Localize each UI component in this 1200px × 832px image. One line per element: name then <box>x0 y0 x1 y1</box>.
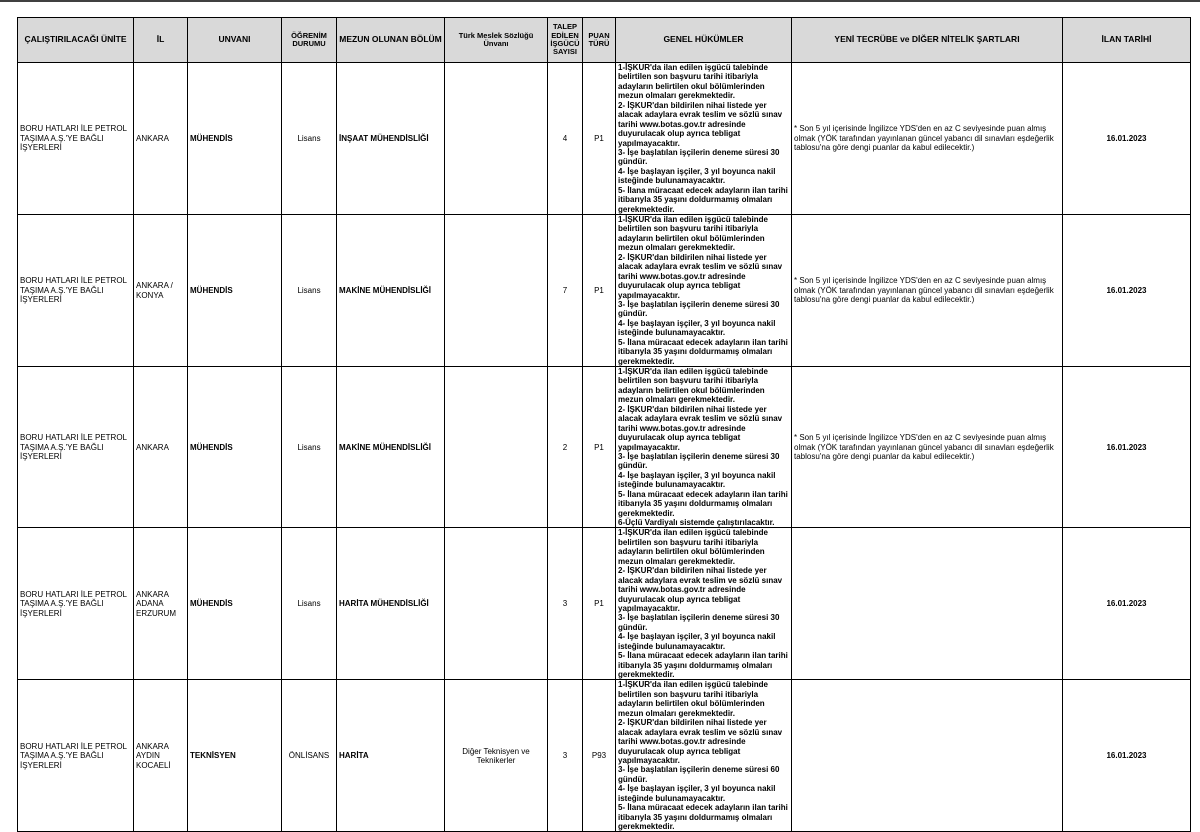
table-row <box>18 215 1191 367</box>
table-body <box>18 63 1191 832</box>
cell-ilan: 16.01.2023 <box>1063 367 1191 528</box>
cell-ogrenim: Lisans <box>282 367 337 528</box>
table-header <box>18 18 1191 63</box>
cell-genel <box>616 528 792 680</box>
rule-line: 1-İŞKUR'da ilan edilen işgücü talebinde belirtilen son başvuru tarihi itibariyla adayların belirtilen okul bölümlerinden mezun olmaları gerekmektedir. <box>618 215 768 253</box>
cell-puan: P1 <box>583 367 616 528</box>
cell-genel <box>616 680 792 832</box>
cell-meslek: Diğer Teknisyen ve Teknikerler <box>445 680 548 832</box>
rule-line: 4- İşe başlayan işçiler, 3 yıl boyunca nakil isteğinde bulunamayacaktır. <box>618 784 776 803</box>
cell-puan: P1 <box>583 215 616 367</box>
cell-genel <box>616 367 792 528</box>
header-meslek: Türk Meslek Sözlüğü Ünvanı <box>445 18 548 63</box>
job-listing-table <box>17 17 1191 832</box>
top-border <box>0 0 1200 2</box>
cell-genel <box>616 215 792 367</box>
cell-ilan: 16.01.2023 <box>1063 680 1191 832</box>
rule-line: 3- İşe başlatılan işçilerin deneme süresi 30 gündür. <box>618 451 780 471</box>
rule-line: 1-İŞKUR'da ilan edilen işgücü talebinde belirtilen son başvuru tarihi itibariyla adayların belirtilen okul bölümlerinden mezun olmaları gerekmektedir. <box>618 367 768 405</box>
cell-yeni: * Son 5 yıl içerisinde İngilizce YDS'den en az C seviyesinde puan almış olmak (YÖK tarafından yayınlanan güncel yabancı dil sınavları eşdeğerlik tablosu'na göre dengi puanlar da kabul edilecektir.) <box>792 367 1063 528</box>
cell-genel <box>616 63 792 215</box>
cell-ogrenim: ÖNLİSANS <box>282 680 337 832</box>
cell-meslek <box>445 63 548 215</box>
rule-line: 2- İŞKUR'dan bildirilen nihai listede yer alacak adaylara evrak teslim ve sözlü sınav tarihi www.botas.gov.tr adresinde duyurulacak olup ayrıca tebligat yapılmayacaktır. <box>618 252 783 300</box>
cell-talep: 4 <box>548 63 583 215</box>
header-talep: TALEP EDİLEN İŞGÜCÜ SAYISI <box>548 18 583 63</box>
cell-il: ANKARA ADANA ERZURUM <box>134 528 188 680</box>
rule-line: 3- İşe başlatılan işçilerin deneme süresi 30 gündür. <box>618 147 780 167</box>
rule-line: 4- İşe başlayan işçiler, 3 yıl boyunca nakil isteğinde bulunamayacaktır. <box>618 470 776 490</box>
cell-ogrenim: Lisans <box>282 215 337 367</box>
cell-ilan: 16.01.2023 <box>1063 528 1191 680</box>
cell-unvani: MÜHENDİS <box>188 367 282 528</box>
table-row <box>18 367 1191 528</box>
cell-unvani: MÜHENDİS <box>188 215 282 367</box>
cell-unite: BORU HATLARI İLE PETROL TAŞIMA A.Ş.'YE BAĞLI İŞYERLERİ <box>18 215 134 367</box>
cell-puan: P93 <box>583 680 616 832</box>
cell-talep: 2 <box>548 367 583 528</box>
cell-il: ANKARA <box>134 63 188 215</box>
cell-ogrenim: Lisans <box>282 63 337 215</box>
cell-yeni <box>792 680 1063 832</box>
rule-line: 2- İŞKUR'dan bildirilen nihai listede yer alacak adaylara evrak teslim ve sözlü sınav tarihi www.botas.gov.tr adresinde duyurulacak olup ayrıca tebligat yapılmayacaktır. <box>618 404 783 452</box>
rule-line: 5- İlana müracaat edecek adayların ilan tarihi itibarıyla 35 yaşını doldurmamış olmaları gerekmektedir. <box>618 651 788 679</box>
header-il: İL <box>134 18 188 63</box>
rule-line: 4- İşe başlayan işçiler, 3 yıl boyunca nakil isteğinde bulunamayacaktır. <box>618 632 776 651</box>
rule-line: 1-İŞKUR'da ilan edilen işgücü talebinde belirtilen son başvuru tarihi itibariyla adayların belirtilen okul bölümlerinden mezun olmaları gerekmektedir. <box>618 528 768 566</box>
rule-line: 3- İşe başlatılan işçilerin deneme süresi 30 gündür. <box>618 299 780 319</box>
rule-line: 1-İŞKUR'da ilan edilen işgücü talebinde belirtilen son başvuru tarihi itibariyla adayların belirtilen okul bölümlerinden mezun olmaları gerekmektedir. <box>618 680 768 718</box>
cell-puan: P1 <box>583 528 616 680</box>
cell-bolum: MAKİNE MÜHENDİSLİĞİ <box>337 215 445 367</box>
rule-line: 1-İŞKUR'da ilan edilen işgücü talebinde belirtilen son başvuru tarihi itibariyla adayların belirtilen okul bölümlerinden mezun olmaları gerekmektedir. <box>618 63 768 101</box>
rule-line: 5- İlana müracaat edecek adayların ilan tarihi itibarıyla 35 yaşını doldurmamış olmaları gerekmektedir. <box>618 803 788 831</box>
cell-unvani: MÜHENDİS <box>188 528 282 680</box>
cell-meslek <box>445 215 548 367</box>
cell-bolum: HARİTA <box>337 680 445 832</box>
cell-il: ANKARA / KONYA <box>134 215 188 367</box>
cell-unite: BORU HATLARI İLE PETROL TAŞIMA A.Ş.'YE BAĞLI İŞYERLERİ <box>18 367 134 528</box>
cell-unvani: MÜHENDİS <box>188 63 282 215</box>
table-row <box>18 528 1191 680</box>
header-unite: ÇALIŞTIRILACAĞI ÜNİTE <box>18 18 134 63</box>
rule-line: 2- İŞKUR'dan bildirilen nihai listede yer alacak adaylara evrak teslim ve sözlü sınav tarihi www.botas.gov.tr adresinde duyurulacak olup ayrıca tebligat yapılmayacaktır. <box>618 566 783 613</box>
cell-bolum: HARİTA MÜHENDİSLİĞİ <box>337 528 445 680</box>
cell-talep: 3 <box>548 528 583 680</box>
rule-line: 3- İşe başlatılan işçilerin deneme süresi 60 gündür. <box>618 765 780 784</box>
cell-yeni: * Son 5 yıl içerisinde İngilizce YDS'den en az C seviyesinde puan almış olmak (YÖK tarafından yayınlanan güncel yabancı dil sınavları eşdeğerlik tablosu'na göre dengi puanlar da kabul edilecektir.) <box>792 215 1063 367</box>
header-ilan: İLAN TARİHİ <box>1063 18 1191 63</box>
header-genel: GENEL HÜKÜMLER <box>616 18 792 63</box>
cell-unvani: TEKNİSYEN <box>188 680 282 832</box>
rule-line: 3- İşe başlatılan işçilerin deneme süresi 30 gündür. <box>618 613 780 632</box>
cell-yeni: * Son 5 yıl içerisinde İngilizce YDS'den en az C seviyesinde puan almış olmak (YÖK tarafından yayınlanan güncel yabancı dil sınavları eşdeğerlik tablosu'na göre dengi puanlar da kabul edilecektir.) <box>792 63 1063 215</box>
cell-talep: 3 <box>548 680 583 832</box>
cell-meslek <box>445 528 548 680</box>
cell-ilan: 16.01.2023 <box>1063 215 1191 367</box>
rule-line: 2- İŞKUR'dan bildirilen nihai listede yer alacak adaylara evrak teslim ve sözlü sınav tarihi www.botas.gov.tr adresinde duyurulacak olup ayrıca tebligat yapılmayacaktır. <box>618 100 783 148</box>
header-unvani: UNVANI <box>188 18 282 63</box>
table-row <box>18 63 1191 215</box>
rule-line: 5- İlana müracaat edecek adayların ilan tarihi itibarıyla 35 yaşını doldurmamış olmaları gerekmektedir. <box>618 337 788 366</box>
header-yeni: YENİ TECRÜBE ve DİĞER NİTELİK ŞARTLARI <box>792 18 1063 63</box>
cell-puan: P1 <box>583 63 616 215</box>
cell-bolum: MAKİNE MÜHENDİSLİĞİ <box>337 367 445 528</box>
header-puan: PUAN TÜRÜ <box>583 18 616 63</box>
cell-ilan: 16.01.2023 <box>1063 63 1191 215</box>
cell-talep: 7 <box>548 215 583 367</box>
rule-line: 5- İlana müracaat edecek adayların ilan tarihi itibarıyla 35 yaşını doldurmamış olmaları gerekmektedir. <box>618 185 788 214</box>
header-ogrenim: ÖĞRENİM DURUMU <box>282 18 337 63</box>
rule-line: 4- İşe başlayan işçiler, 3 yıl boyunca nakil isteğinde bulunamayacaktır. <box>618 318 776 338</box>
cell-unite: BORU HATLARI İLE PETROL TAŞIMA A.Ş.'YE BAĞLI İŞYERLERİ <box>18 528 134 680</box>
rule-line: 5- İlana müracaat edecek adayların ilan tarihi itibarıyla 35 yaşını doldurmamış olmaları gerekmektedir. <box>618 489 788 518</box>
header-bolum: MEZUN OLUNAN BÖLÜM <box>337 18 445 63</box>
rule-line: 2- İŞKUR'dan bildirilen nihai listede yer alacak adaylara evrak teslim ve sözlü sınav tarihi www.botas.gov.tr adresinde duyurulacak olup ayrıca tebligat yapılmayacaktır. <box>618 718 783 765</box>
rule-line: 6-Üçlü Vardiyalı sistemde çalıştırılacaktır. <box>618 518 775 527</box>
cell-yeni <box>792 528 1063 680</box>
cell-unite: BORU HATLARI İLE PETROL TAŞIMA A.Ş.'YE BAĞLI İŞYERLERİ <box>18 63 134 215</box>
cell-il: ANKARA AYDIN KOCAELİ <box>134 680 188 832</box>
table-row <box>18 680 1191 832</box>
rule-line: 4- İşe başlayan işçiler, 3 yıl boyunca nakil isteğinde bulunamayacaktır. <box>618 166 776 186</box>
cell-meslek <box>445 367 548 528</box>
cell-ogrenim: Lisans <box>282 528 337 680</box>
cell-bolum: İNŞAAT MÜHENDİSLİĞİ <box>337 63 445 215</box>
cell-unite: BORU HATLARI İLE PETROL TAŞIMA A.Ş.'YE BAĞLI İŞYERLERİ <box>18 680 134 832</box>
cell-il: ANKARA <box>134 367 188 528</box>
